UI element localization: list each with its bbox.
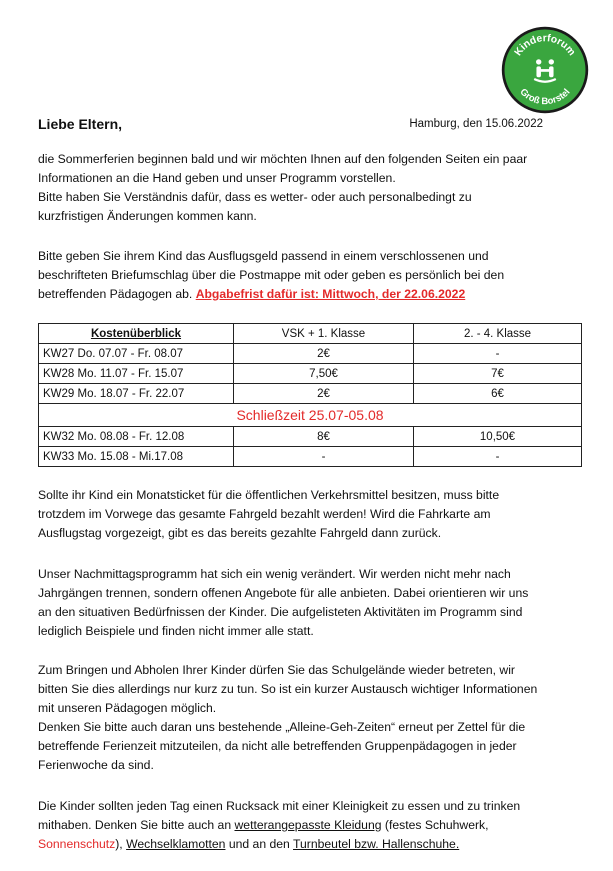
table-cell: 7,50€ <box>234 364 414 384</box>
closure-row <box>39 404 582 427</box>
table-row <box>39 344 582 364</box>
table-row <box>39 384 582 404</box>
table-row <box>39 447 582 467</box>
letter-date: Hamburg, den 15.06.2022 <box>409 118 543 130</box>
cost-table <box>38 323 582 467</box>
closure-period: Schließzeit 25.07-05.08 <box>39 404 582 427</box>
salutation: Liebe Eltern, <box>38 116 123 132</box>
money-paragraph: Bitte geben Sie ihrem Kind das Ausflugsgeld passend in einem verschlossenen und beschrifteten Briefumschlag über die Postmappe mit oder geben es persönlich bei den betreffenden Pädagogen ab. Abgabefrist dafür ist: Mittwoch, der 22.06.2022 <box>38 249 505 301</box>
weather-clothing: wetterangepasste Kleidung <box>234 818 382 832</box>
intro-paragraph: die Sommerferien beginnen bald und wir möchten Ihnen auf den folgenden Seiten ein paar Informationen an die Hand geben und unser Programm vorstellen. Bitte haben Sie Verständnis dafür, dass es wetter- oder auch personalbedingt zu kurzfristigen Änderungen kommen kann. <box>38 152 528 223</box>
table-header: 2. - 4. Klasse <box>414 324 582 344</box>
table-cell: - <box>234 447 414 467</box>
ticket-paragraph: Sollte ihr Kind ein Monatsticket für die öffentlichen Verkehrsmittel besitzen, muss bitte trotzdem im Vorwege das gesamte Fahrgeld bezahlt werden! Wird die Fahrkarte am Ausflugstag vorgezeigt, gibt es das bereits gezahlte Fahrgeld dann zurück. <box>38 488 500 540</box>
table-row <box>39 364 582 384</box>
deadline-notice: Abgabefrist dafür ist: Mittwoch, der 22.06.2022 <box>195 287 466 301</box>
table-cell: KW27 Do. 07.07 - Fr. 08.07 <box>39 344 234 364</box>
table-cell: - <box>414 344 582 364</box>
table-cell: 2€ <box>234 344 414 364</box>
table-cell: KW32 Mo. 08.08 - Fr. 12.08 <box>39 427 234 447</box>
table-cell: KW29 Mo. 18.07 - Fr. 22.07 <box>39 384 234 404</box>
table-cell: KW28 Mo. 11.07 - Fr. 15.07 <box>39 364 234 384</box>
table-cell: 10,50€ <box>414 427 582 447</box>
pickup-paragraph: Zum Bringen und Abholen Ihrer Kinder dürfen Sie das Schulgelände wieder betreten, wir bitten Sie dies allerdings nur kurz zu tun. So ist ein kurzer Austausch wichtiger Informationen mit unseren Pädagogen möglich. Denken Sie bitte auch daran uns bestehende „Alleine-Geh-Zeiten“ erneut per Zettel für die betreffende Ferienzeit mitzuteilen, da nicht alle betreffenden Gruppenpädagogen in jeder Ferienwoche da sind. <box>38 663 538 772</box>
table-header: Kostenüberblick <box>39 324 234 344</box>
table-cell: - <box>414 447 582 467</box>
table-row <box>39 427 582 447</box>
table-cell: 6€ <box>414 384 582 404</box>
table-header: VSK + 1. Klasse <box>234 324 414 344</box>
table-cell: KW33 Mo. 15.08 - Mi.17.08 <box>39 447 234 467</box>
table-cell: 2€ <box>234 384 414 404</box>
program-paragraph: Unser Nachmittagsprogramm hat sich ein wenig verändert. Wir werden nicht mehr nach Jahrgängen trennen, sondern offenen Angebote für alle anbieten. Dabei orientieren wir uns an den situativen Bedürfnissen der Kinder. Die aufgelisteten Aktivitäten im Programm sind lediglich Beispiele und finden nicht immer alle statt. <box>38 567 529 638</box>
logo-top-text: Kinderforum <box>512 33 578 59</box>
gym-bag: Turnbeutel bzw. Hallenschuhe. <box>293 837 460 851</box>
table-cell: 8€ <box>234 427 414 447</box>
backpack-paragraph: Die Kinder sollten jeden Tag einen Rucksack mit einer Kleinigkeit zu essen und zu trinken mithaben. Denken Sie bitte auch an wetterangepasste Kleidung (festes Schuhwerk, Sonnenschutz), Wechselklamotten und an den Turnbeutel bzw. Hallenschuhe. <box>38 799 521 851</box>
logo-bottom-text: Groß Borstel <box>517 86 573 108</box>
table-header-row <box>39 324 582 344</box>
sun-protection: Sonnenschutz <box>38 837 116 851</box>
kinderforum-logo <box>500 25 590 115</box>
change-clothes: Wechselklamotten <box>126 837 226 851</box>
table-cell: 7€ <box>414 364 582 384</box>
